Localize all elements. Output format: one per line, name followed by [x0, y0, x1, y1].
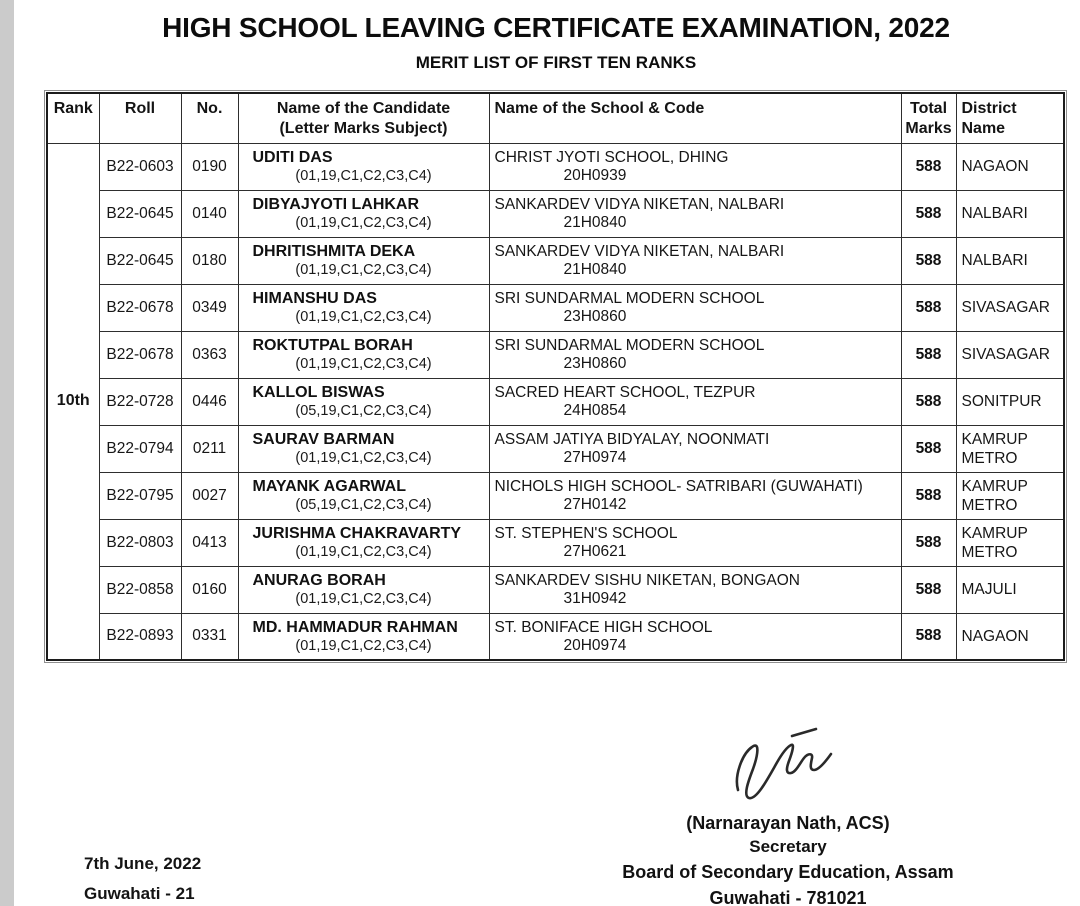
col-header-candidate: [238, 93, 489, 143]
candidate-subjects: (01,19,C1,C2,C3,C4): [295, 450, 432, 466]
merit-table-header: [47, 93, 1064, 143]
school-code: 20H0974: [563, 636, 627, 654]
candidate-name: DHRITISHMITA DEKA: [252, 243, 416, 260]
school-name: NICHOLS HIGH SCHOOL- SATRIBARI (GUWAHATI): [494, 478, 863, 495]
district-cell: MAJULI: [956, 566, 1064, 613]
school-cell: [489, 143, 901, 190]
district-cell: NAGAON: [956, 613, 1064, 660]
issue-date: 7th June, 2022: [84, 854, 202, 873]
district-cell: SONITPUR: [956, 378, 1064, 425]
candidate-cell: [238, 566, 489, 613]
candidate-cell: [238, 519, 489, 566]
col-header-district-line1: District: [961, 100, 1017, 117]
table-row: [47, 143, 1064, 190]
candidate-cell: [238, 237, 489, 284]
candidate-name: MAYANK AGARWAL: [252, 478, 406, 495]
table-row: [47, 284, 1064, 331]
candidate-subjects: (01,19,C1,C2,C3,C4): [295, 309, 432, 325]
roll-cell: B22-0728: [99, 378, 181, 425]
candidate-subjects: (01,19,C1,C2,C3,C4): [295, 262, 432, 278]
school-code: 23H0860: [563, 308, 627, 325]
candidate-subjects: (05,19,C1,C2,C3,C4): [295, 497, 432, 513]
page-subtitle: MERIT LIST OF FIRST TEN RANKS: [415, 53, 697, 72]
candidate-subjects: (01,19,C1,C2,C3,C4): [295, 215, 432, 231]
school-name: SANKARDEV VIDYA NIKETAN, NALBARI: [494, 243, 785, 260]
merit-table: [46, 92, 1065, 661]
candidate-cell: [238, 425, 489, 472]
school-name: ASSAM JATIYA BIDYALAY, NOONMATI: [494, 431, 770, 448]
school-code: 20H0939: [563, 167, 627, 184]
candidate-name: SAURAV BARMAN: [252, 431, 395, 448]
school-name: ST. STEPHEN'S SCHOOL: [494, 525, 678, 542]
roll-cell: B22-0645: [99, 237, 181, 284]
no-cell: 0331: [181, 613, 238, 660]
no-cell: 0363: [181, 331, 238, 378]
candidate-name: ANURAG BORAH: [252, 572, 386, 589]
no-cell: 0180: [181, 237, 238, 284]
district-cell: NAGAON: [956, 143, 1064, 190]
candidate-subjects: (01,19,C1,C2,C3,C4): [295, 356, 432, 372]
school-name: SRI SUNDARMAL MODERN SCHOOL: [494, 290, 765, 307]
roll-cell: B22-0645: [99, 190, 181, 237]
school-name: SANKARDEV VIDYA NIKETAN, NALBARI: [494, 196, 785, 213]
school-name: CHRIST JYOTI SCHOOL, DHING: [494, 149, 729, 166]
school-code: 27H0974: [563, 449, 627, 466]
col-header-total-line2: Marks: [905, 120, 952, 137]
district-cell: SIVASAGAR: [956, 331, 1064, 378]
no-cell: 0140: [181, 190, 238, 237]
candidate-subjects: (01,19,C1,C2,C3,C4): [295, 591, 432, 607]
school-code: 21H0840: [563, 261, 627, 278]
roll-cell: B22-0893: [99, 613, 181, 660]
school-cell: [489, 472, 901, 519]
no-cell: 0211: [181, 425, 238, 472]
school-cell: [489, 237, 901, 284]
page-title: HIGH SCHOOL LEAVING CERTIFICATE EXAMINATION, 2022: [162, 12, 950, 43]
table-row: [47, 613, 1064, 660]
total-marks-cell: 588: [901, 378, 956, 425]
roll-cell: B22-0803: [99, 519, 181, 566]
date-place-block: [84, 849, 201, 906]
school-code: 31H0942: [563, 590, 627, 607]
school-code: 23H0860: [563, 355, 627, 372]
candidate-cell: [238, 472, 489, 519]
roll-cell: B22-0678: [99, 331, 181, 378]
roll-cell: B22-0858: [99, 566, 181, 613]
col-header-school: Name of the School & Code: [489, 93, 901, 143]
signatory-title: Secretary: [749, 837, 827, 856]
roll-cell: B22-0603: [99, 143, 181, 190]
col-header-rank: Rank: [47, 93, 99, 143]
school-cell: [489, 613, 901, 660]
no-cell: 0349: [181, 284, 238, 331]
col-header-no: No.: [181, 93, 238, 143]
total-marks-cell: 588: [901, 143, 956, 190]
school-code: 21H0840: [563, 214, 627, 231]
school-code: 27H0621: [563, 543, 627, 560]
col-header-candidate-line2: (Letter Marks Subject): [279, 120, 448, 137]
table-row: [47, 519, 1064, 566]
candidate-cell: [238, 613, 489, 660]
issue-place: Guwahati - 21: [84, 884, 195, 903]
signatory-organization: Board of Secondary Education, Assam: [622, 862, 954, 882]
school-code: 27H0142: [563, 496, 627, 513]
scan-edge-strip: [0, 0, 14, 906]
candidate-subjects: (05,19,C1,C2,C3,C4): [295, 403, 432, 419]
candidate-subjects: (01,19,C1,C2,C3,C4): [295, 544, 432, 560]
roll-cell: B22-0795: [99, 472, 181, 519]
school-name: ST. BONIFACE HIGH SCHOOL: [494, 618, 713, 636]
rank-cell: 10th: [47, 143, 99, 660]
col-header-total-line1: Total: [909, 100, 948, 117]
merit-table-body: [47, 143, 1064, 660]
table-row: [47, 566, 1064, 613]
table-row: [47, 331, 1064, 378]
signatory-name: (Narnarayan Nath, ACS): [686, 813, 890, 833]
candidate-cell: [238, 284, 489, 331]
district-cell: SIVASAGAR: [956, 284, 1064, 331]
school-cell: [489, 284, 901, 331]
table-row: [47, 378, 1064, 425]
total-marks-cell: 588: [901, 566, 956, 613]
col-header-district: [956, 93, 1064, 143]
candidate-cell: [238, 331, 489, 378]
school-cell: [489, 190, 901, 237]
col-header-district-line2: Name: [961, 120, 1006, 137]
signatory-block: [568, 724, 1008, 906]
table-row: [47, 237, 1064, 284]
total-marks-cell: 588: [901, 284, 956, 331]
total-marks-cell: 588: [901, 190, 956, 237]
total-marks-cell: 588: [901, 519, 956, 566]
total-marks-cell: 588: [901, 425, 956, 472]
no-cell: 0160: [181, 566, 238, 613]
col-header-candidate-line1: Name of the Candidate: [276, 100, 451, 117]
district-cell: KAMRUP METRO: [956, 472, 1064, 519]
district-cell: NALBARI: [956, 190, 1064, 237]
school-cell: [489, 378, 901, 425]
candidate-name: MD. HAMMADUR RAHMAN: [252, 618, 458, 636]
no-cell: 0413: [181, 519, 238, 566]
candidate-name: UDITI DAS: [252, 149, 333, 166]
total-marks-cell: 588: [901, 472, 956, 519]
no-cell: 0446: [181, 378, 238, 425]
school-cell: [489, 425, 901, 472]
col-header-total-marks: [901, 93, 956, 143]
district-cell: NALBARI: [956, 237, 1064, 284]
signature-icon: [726, 724, 850, 806]
candidate-name: JURISHMA CHAKRAVARTY: [252, 525, 462, 542]
header-row: [47, 93, 1064, 143]
candidate-cell: [238, 190, 489, 237]
candidate-subjects: (01,19,C1,C2,C3,C4): [295, 168, 432, 184]
school-cell: [489, 519, 901, 566]
candidate-subjects: (01,19,C1,C2,C3,C4): [295, 637, 432, 654]
candidate-cell: [238, 143, 489, 190]
total-marks-cell: 588: [901, 613, 956, 660]
school-name: SACRED HEART SCHOOL, TEZPUR: [494, 384, 756, 401]
no-cell: 0027: [181, 472, 238, 519]
candidate-name: DIBYAJYOTI LAHKAR: [252, 196, 420, 213]
no-cell: 0190: [181, 143, 238, 190]
total-marks-cell: 588: [901, 331, 956, 378]
table-row: [47, 190, 1064, 237]
signatory-place: Guwahati - 781021: [709, 888, 867, 906]
table-row: [47, 472, 1064, 519]
col-header-roll: Roll: [99, 93, 181, 143]
school-name: SRI SUNDARMAL MODERN SCHOOL: [494, 337, 765, 354]
district-cell: KAMRUP METRO: [956, 519, 1064, 566]
school-cell: [489, 566, 901, 613]
candidate-name: KALLOL BISWAS: [252, 384, 385, 401]
candidate-name: HIMANSHU DAS: [252, 290, 377, 307]
table-row: [47, 425, 1064, 472]
school-name: SANKARDEV SISHU NIKETAN, BONGAON: [494, 572, 800, 589]
candidate-cell: [238, 378, 489, 425]
school-cell: [489, 331, 901, 378]
total-marks-cell: 588: [901, 237, 956, 284]
district-cell: KAMRUP METRO: [956, 425, 1064, 472]
roll-cell: B22-0794: [99, 425, 181, 472]
roll-cell: B22-0678: [99, 284, 181, 331]
candidate-name: ROKTUTPAL BORAH: [252, 337, 413, 354]
school-code: 24H0854: [563, 402, 627, 419]
